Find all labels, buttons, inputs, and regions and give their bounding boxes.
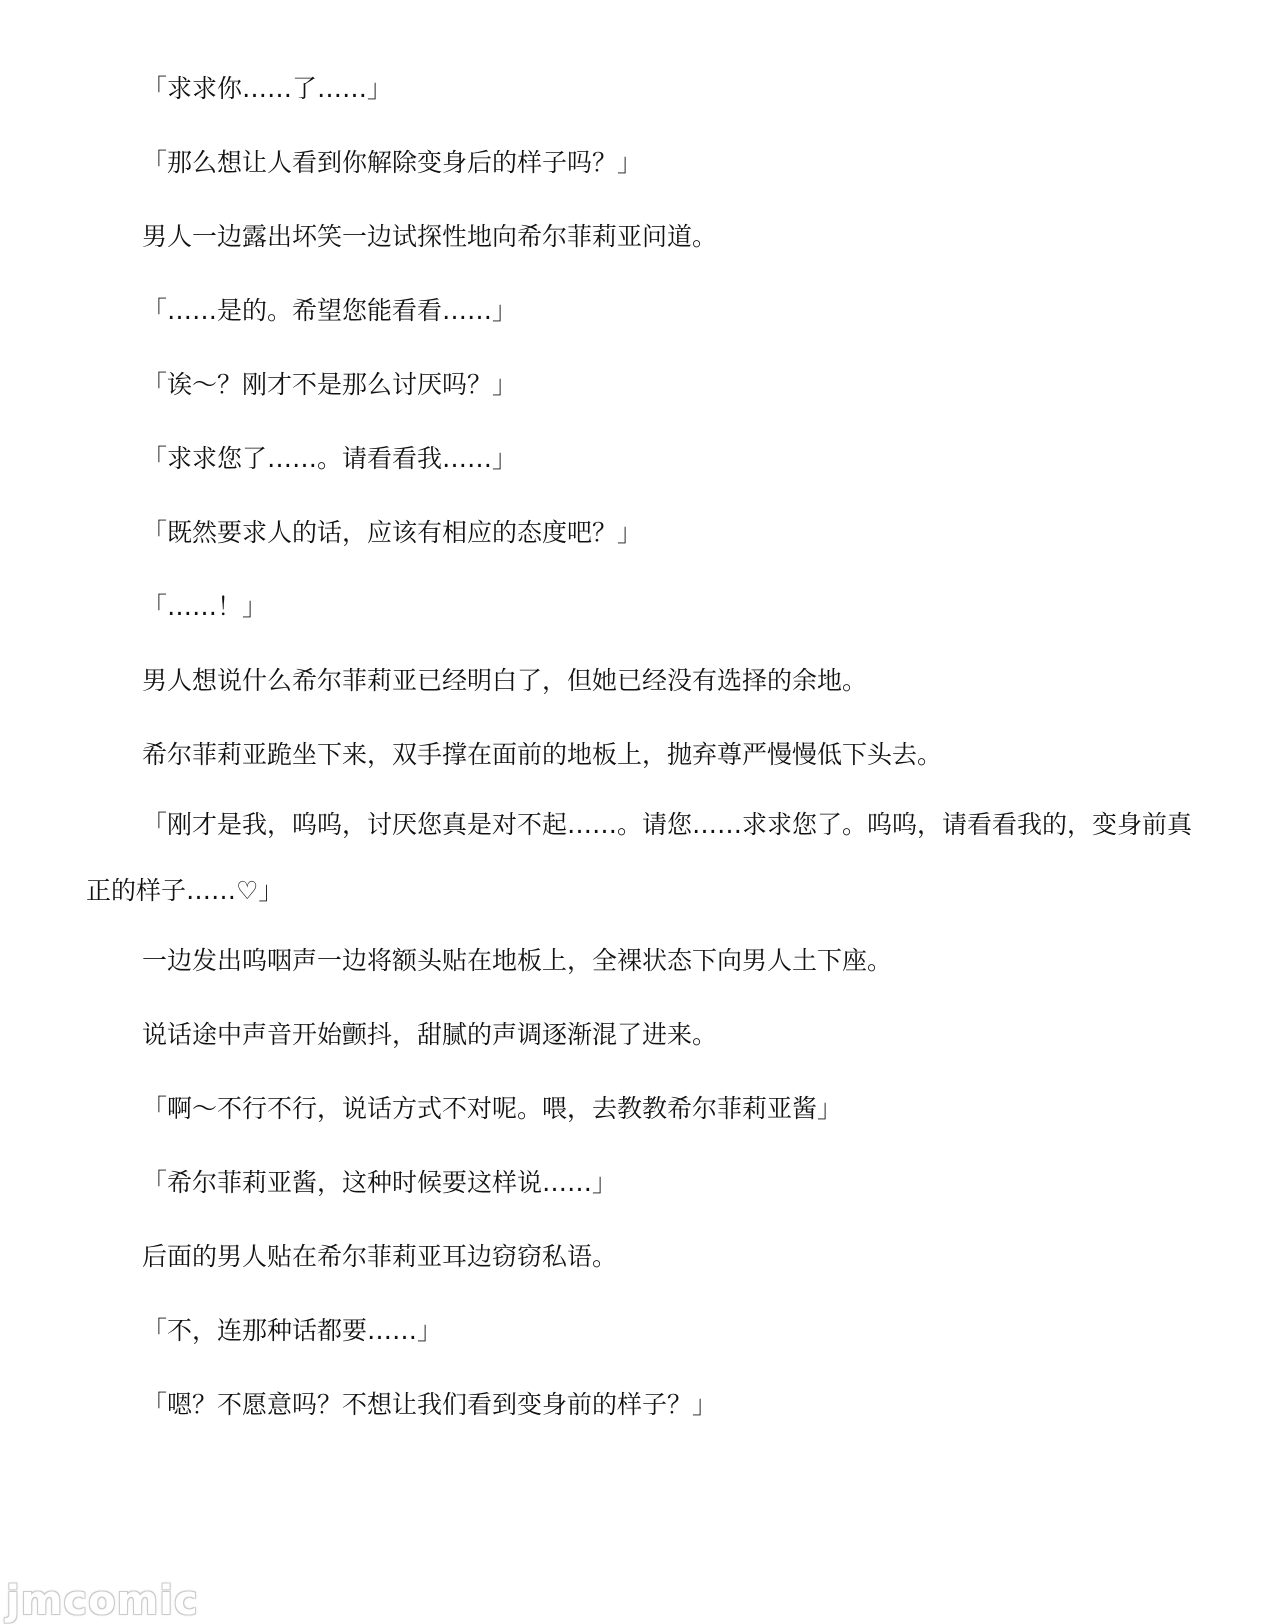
paragraph-16: 后面的男人贴在希尔菲莉亚耳边窃窃私语。 [142,1242,618,1271]
watermark-logo: jmcomic [6,1578,199,1624]
paragraph-17: 「不，连那种话都要……」 [142,1316,443,1345]
paragraph-18: 「嗯？不愿意吗？不想让我们看到变身前的样子？」 [142,1390,718,1419]
paragraph-9: 男人想说什么希尔菲莉亚已经明白了，但她已经没有选择的余地。 [142,666,868,695]
paragraph-13: 说话途中声音开始颤抖，甜腻的声调逐渐混了进来。 [142,1020,718,1049]
paragraph-6: 「求求您了……。请看看我……」 [142,444,518,473]
paragraph-11: 「刚才是我，呜呜，讨厌您真是对不起……。请您……求求您了。呜呜，请看看我的，变身前真正的样子……♡」 [86,810,1193,905]
paragraph-10: 希尔菲莉亚跪坐下来，双手撑在面前的地板上，抛弃尊严慢慢低下头去。 [142,740,943,769]
text-body [86,52,1206,1442]
paragraph-8: 「……！」 [142,592,268,621]
paragraph-15: 「希尔菲莉亚酱，这种时候要这样说……」 [142,1168,618,1197]
paragraph-14: 「啊～不行不行，说话方式不对呢。喂，去教教希尔菲莉亚酱」 [142,1094,843,1123]
paragraph-3: 男人一边露出坏笑一边试探性地向希尔菲莉亚问道。 [142,222,718,251]
paragraph-2: 「那么想让人看到你解除变身后的样子吗？」 [142,148,643,177]
paragraph-7: 「既然要求人的话，应该有相应的态度吧？」 [142,518,643,547]
paragraph-12: 一边发出呜咽声一边将额头贴在地板上，全裸状态下向男人土下座。 [142,946,893,975]
paragraph-4: 「……是的。希望您能看看……」 [142,296,518,325]
paragraph-5: 「诶～？刚才不是那么讨厌吗？」 [142,370,518,399]
paragraph-1: 「求求你……了……」 [142,74,393,103]
